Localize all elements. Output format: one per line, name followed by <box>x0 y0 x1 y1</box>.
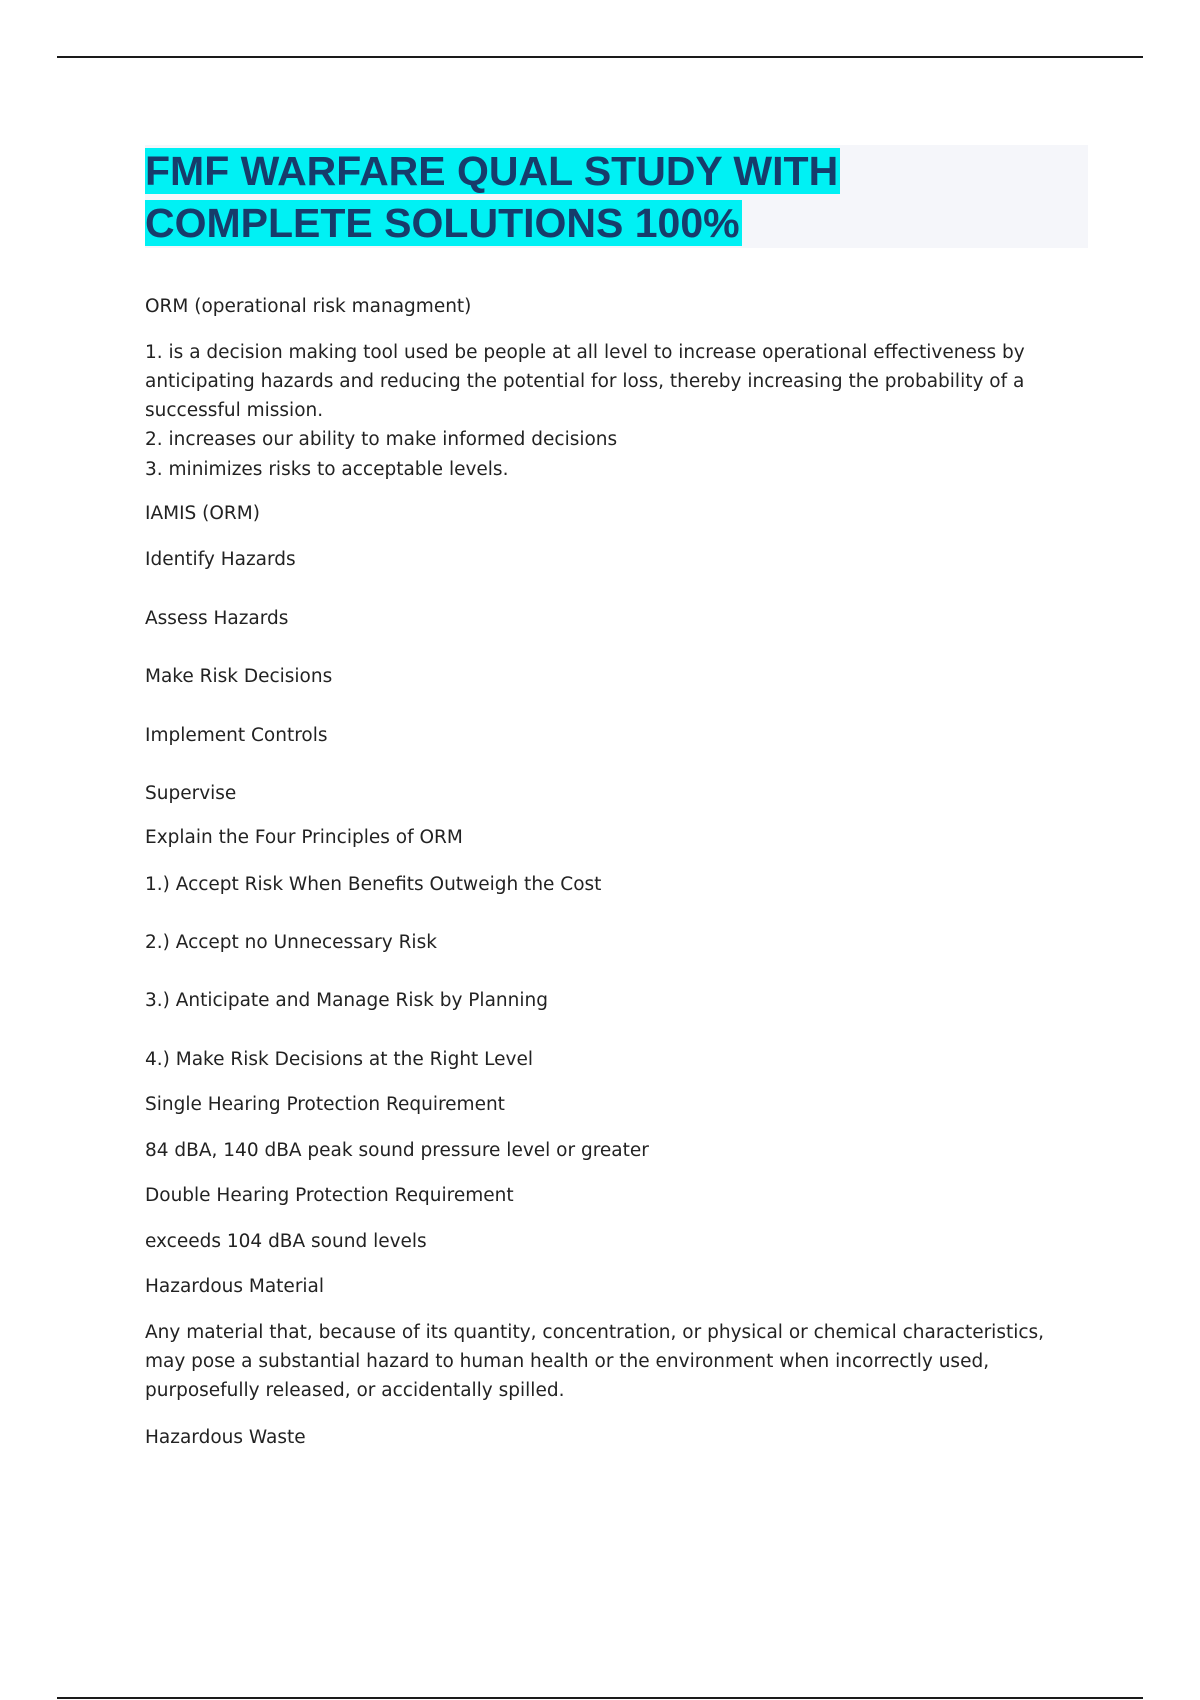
top-rule <box>57 56 1143 58</box>
iamis-step: Implement Controls <box>145 725 328 746</box>
definition-double-hearing: exceeds 104 dBA sound levels <box>145 1231 427 1252</box>
definition-orm-3: 3. minimizes risks to acceptable levels. <box>145 459 509 480</box>
term-double-hearing: Double Hearing Protection Requirement <box>145 1185 514 1206</box>
definition-orm-2: 2. increases our ability to make informed decisions <box>145 429 618 450</box>
principle-item: 4.) Make Risk Decisions at the Right Level <box>145 1049 534 1070</box>
principle-item: 1.) Accept Risk When Benefits Outweigh the Cost <box>145 874 602 895</box>
iamis-step: Identify Hazards <box>145 549 296 570</box>
iamis-step: Make Risk Decisions <box>145 666 333 687</box>
title-line-1: FMF WARFARE QUAL STUDY WITH <box>145 148 839 194</box>
title-line-2: COMPLETE SOLUTIONS 100% <box>145 200 740 246</box>
term-single-hearing: Single Hearing Protection Requirement <box>145 1094 505 1115</box>
iamis-step: Supervise <box>145 783 237 804</box>
term-iamis: IAMIS (ORM) <box>145 503 260 524</box>
iamis-step: Assess Hazards <box>145 608 289 629</box>
definition-single-hearing: 84 dBA, 140 dBA peak sound pressure level or greater <box>145 1140 649 1161</box>
principle-item: 2.) Accept no Unnecessary Risk <box>145 932 437 953</box>
term-four-principles: Explain the Four Principles of ORM <box>145 827 463 848</box>
term-hazardous-material: Hazardous Material <box>145 1276 325 1297</box>
principle-item: 3.) Anticipate and Manage Risk by Planning <box>145 990 548 1011</box>
term-hazardous-waste: Hazardous Waste <box>145 1427 306 1448</box>
term-orm: ORM (operational risk managment) <box>145 296 472 317</box>
page-title <box>145 145 1088 249</box>
definition-hazardous-material: Any material that, because of its quantity, concentration, or physical or chemical characteristics, may pose a substantial hazard to human health or the environment when incorrectly used, purposefully released, or accidentally spilled. <box>145 1322 1045 1401</box>
definition-orm-1: 1. is a decision making tool used be people at all level to increase operational effectiveness by anticipating hazards and reducing the potential for loss, thereby increasing the probability of a successful mission. <box>145 342 1025 421</box>
bottom-rule <box>57 1697 1143 1699</box>
title-block <box>145 145 1088 248</box>
